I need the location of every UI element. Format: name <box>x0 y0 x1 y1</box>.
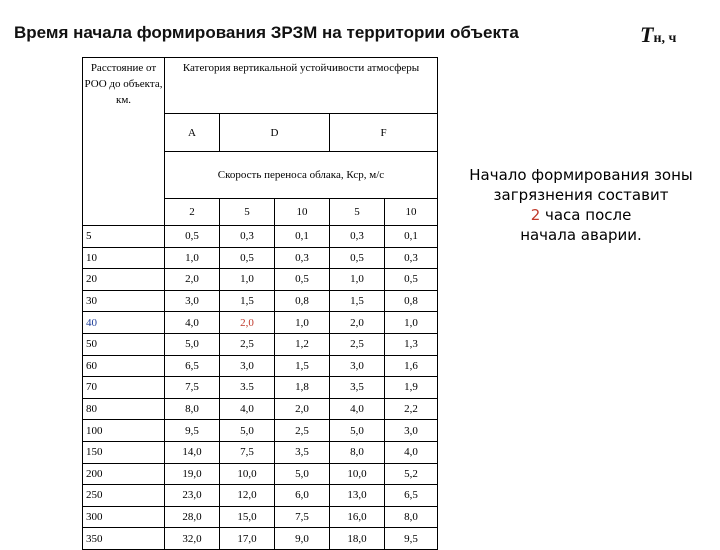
table-row <box>83 463 438 485</box>
value-cell: 0,5 <box>220 247 275 269</box>
value-cell: 3,0 <box>385 420 438 442</box>
value-cell: 1,8 <box>275 377 330 399</box>
table-row <box>83 398 438 420</box>
value-cell: 5,0 <box>275 463 330 485</box>
value-cell: 7,5 <box>220 441 275 463</box>
value-cell: 1,9 <box>385 377 438 399</box>
value-cell: 4,0 <box>220 398 275 420</box>
value-cell: 2,0 <box>220 312 275 334</box>
value-cell: 7,5 <box>275 506 330 528</box>
value-cell: 7,5 <box>165 377 220 399</box>
value-cell: 0,1 <box>385 226 438 248</box>
distance-cell: 300 <box>83 506 165 528</box>
note-hours: 2 <box>530 206 541 224</box>
value-cell: 5,0 <box>220 420 275 442</box>
value-cell: 2,5 <box>330 333 385 355</box>
speed-value: 10 <box>275 199 330 226</box>
value-cell: 3,0 <box>165 290 220 312</box>
distance-header: Расстояние от РОО до объекта, км. <box>83 58 165 226</box>
distance-cell: 50 <box>83 333 165 355</box>
formation-time-table <box>82 57 438 550</box>
speed-value: 5 <box>220 199 275 226</box>
value-cell: 3.5 <box>220 377 275 399</box>
speed-value: 5 <box>330 199 385 226</box>
value-cell: 2,0 <box>330 312 385 334</box>
value-cell: 5,2 <box>385 463 438 485</box>
table-row <box>83 290 438 312</box>
value-cell: 1,6 <box>385 355 438 377</box>
value-cell: 1,0 <box>275 312 330 334</box>
value-cell: 14,0 <box>165 441 220 463</box>
page-title: Время начала формирования ЗРЗМ на территории объекта <box>14 23 519 42</box>
class-a-header: A <box>165 114 220 152</box>
value-cell: 12,0 <box>220 485 275 507</box>
table-row <box>83 506 438 528</box>
note-line-3-rest: часа после <box>540 206 632 224</box>
distance-cell: 10 <box>83 247 165 269</box>
table-row <box>83 420 438 442</box>
time-symbol-main: T <box>640 22 654 47</box>
speed-value: 10 <box>385 199 438 226</box>
value-cell: 1,0 <box>165 247 220 269</box>
conclusion-note <box>440 165 720 245</box>
speed-value: 2 <box>165 199 220 226</box>
value-cell: 23,0 <box>165 485 220 507</box>
value-cell: 3,5 <box>275 441 330 463</box>
value-cell: 1,0 <box>330 269 385 291</box>
value-cell: 4,0 <box>330 398 385 420</box>
value-cell: 0,3 <box>275 247 330 269</box>
distance-cell: 20 <box>83 269 165 291</box>
value-cell: 0,1 <box>275 226 330 248</box>
value-cell: 2,2 <box>385 398 438 420</box>
table-row <box>83 269 438 291</box>
value-cell: 8,0 <box>330 441 385 463</box>
value-cell: 1,0 <box>385 312 438 334</box>
note-line-1: Начало формирования зоны <box>469 166 693 184</box>
value-cell: 0,3 <box>220 226 275 248</box>
value-cell: 3,5 <box>330 377 385 399</box>
value-cell: 0,8 <box>385 290 438 312</box>
value-cell: 9,0 <box>275 528 330 550</box>
value-cell: 9,5 <box>165 420 220 442</box>
value-cell: 18,0 <box>330 528 385 550</box>
category-header: Категория вертикальной устойчивости атмосферы <box>165 58 438 114</box>
value-cell: 4,0 <box>165 312 220 334</box>
value-cell: 0,5 <box>165 226 220 248</box>
value-cell: 2,0 <box>165 269 220 291</box>
value-cell: 0,5 <box>385 269 438 291</box>
value-cell: 1,2 <box>275 333 330 355</box>
value-cell: 6,5 <box>165 355 220 377</box>
value-cell: 6,5 <box>385 485 438 507</box>
distance-cell: 200 <box>83 463 165 485</box>
value-cell: 5,0 <box>165 333 220 355</box>
class-f-header: F <box>330 114 438 152</box>
distance-cell: 5 <box>83 226 165 248</box>
distance-cell: 80 <box>83 398 165 420</box>
distance-cell: 70 <box>83 377 165 399</box>
value-cell: 3,0 <box>330 355 385 377</box>
value-cell: 5,0 <box>330 420 385 442</box>
class-d-header: D <box>220 114 330 152</box>
value-cell: 4,0 <box>385 441 438 463</box>
value-cell: 1,5 <box>220 290 275 312</box>
value-cell: 32,0 <box>165 528 220 550</box>
value-cell: 8,0 <box>165 398 220 420</box>
table-row <box>83 485 438 507</box>
value-cell: 0,5 <box>275 269 330 291</box>
value-cell: 28,0 <box>165 506 220 528</box>
value-cell: 0,8 <box>275 290 330 312</box>
distance-cell: 40 <box>83 312 165 334</box>
distance-cell: 30 <box>83 290 165 312</box>
distance-cell: 150 <box>83 441 165 463</box>
value-cell: 0,3 <box>385 247 438 269</box>
value-cell: 10,0 <box>330 463 385 485</box>
distance-cell: 60 <box>83 355 165 377</box>
value-cell: 1,3 <box>385 333 438 355</box>
speed-header: Скорость переноса облака, Кср, м/с <box>165 152 438 199</box>
distance-cell: 100 <box>83 420 165 442</box>
time-symbol <box>640 22 676 48</box>
table-row <box>83 441 438 463</box>
value-cell: 1,5 <box>330 290 385 312</box>
value-cell: 2,0 <box>275 398 330 420</box>
table-row <box>83 355 438 377</box>
table-row <box>83 528 438 550</box>
time-symbol-subscript: н, ч <box>653 31 677 46</box>
note-line-4: начала аварии. <box>520 226 642 244</box>
distance-cell: 350 <box>83 528 165 550</box>
note-line-3 <box>440 205 720 225</box>
value-cell: 6,0 <box>275 485 330 507</box>
value-cell: 8,0 <box>385 506 438 528</box>
value-cell: 0,3 <box>330 226 385 248</box>
table-row <box>83 312 438 334</box>
table-row <box>83 333 438 355</box>
value-cell: 10,0 <box>220 463 275 485</box>
table-row <box>83 226 438 248</box>
value-cell: 16,0 <box>330 506 385 528</box>
value-cell: 2,5 <box>275 420 330 442</box>
value-cell: 17,0 <box>220 528 275 550</box>
value-cell: 9,5 <box>385 528 438 550</box>
distance-cell: 250 <box>83 485 165 507</box>
value-cell: 3,0 <box>220 355 275 377</box>
value-cell: 1,0 <box>220 269 275 291</box>
value-cell: 19,0 <box>165 463 220 485</box>
value-cell: 0,5 <box>330 247 385 269</box>
table-row <box>83 377 438 399</box>
value-cell: 13,0 <box>330 485 385 507</box>
value-cell: 15,0 <box>220 506 275 528</box>
table-row <box>83 247 438 269</box>
value-cell: 2,5 <box>220 333 275 355</box>
value-cell: 1,5 <box>275 355 330 377</box>
note-line-2: загрязнения составит <box>493 186 669 204</box>
